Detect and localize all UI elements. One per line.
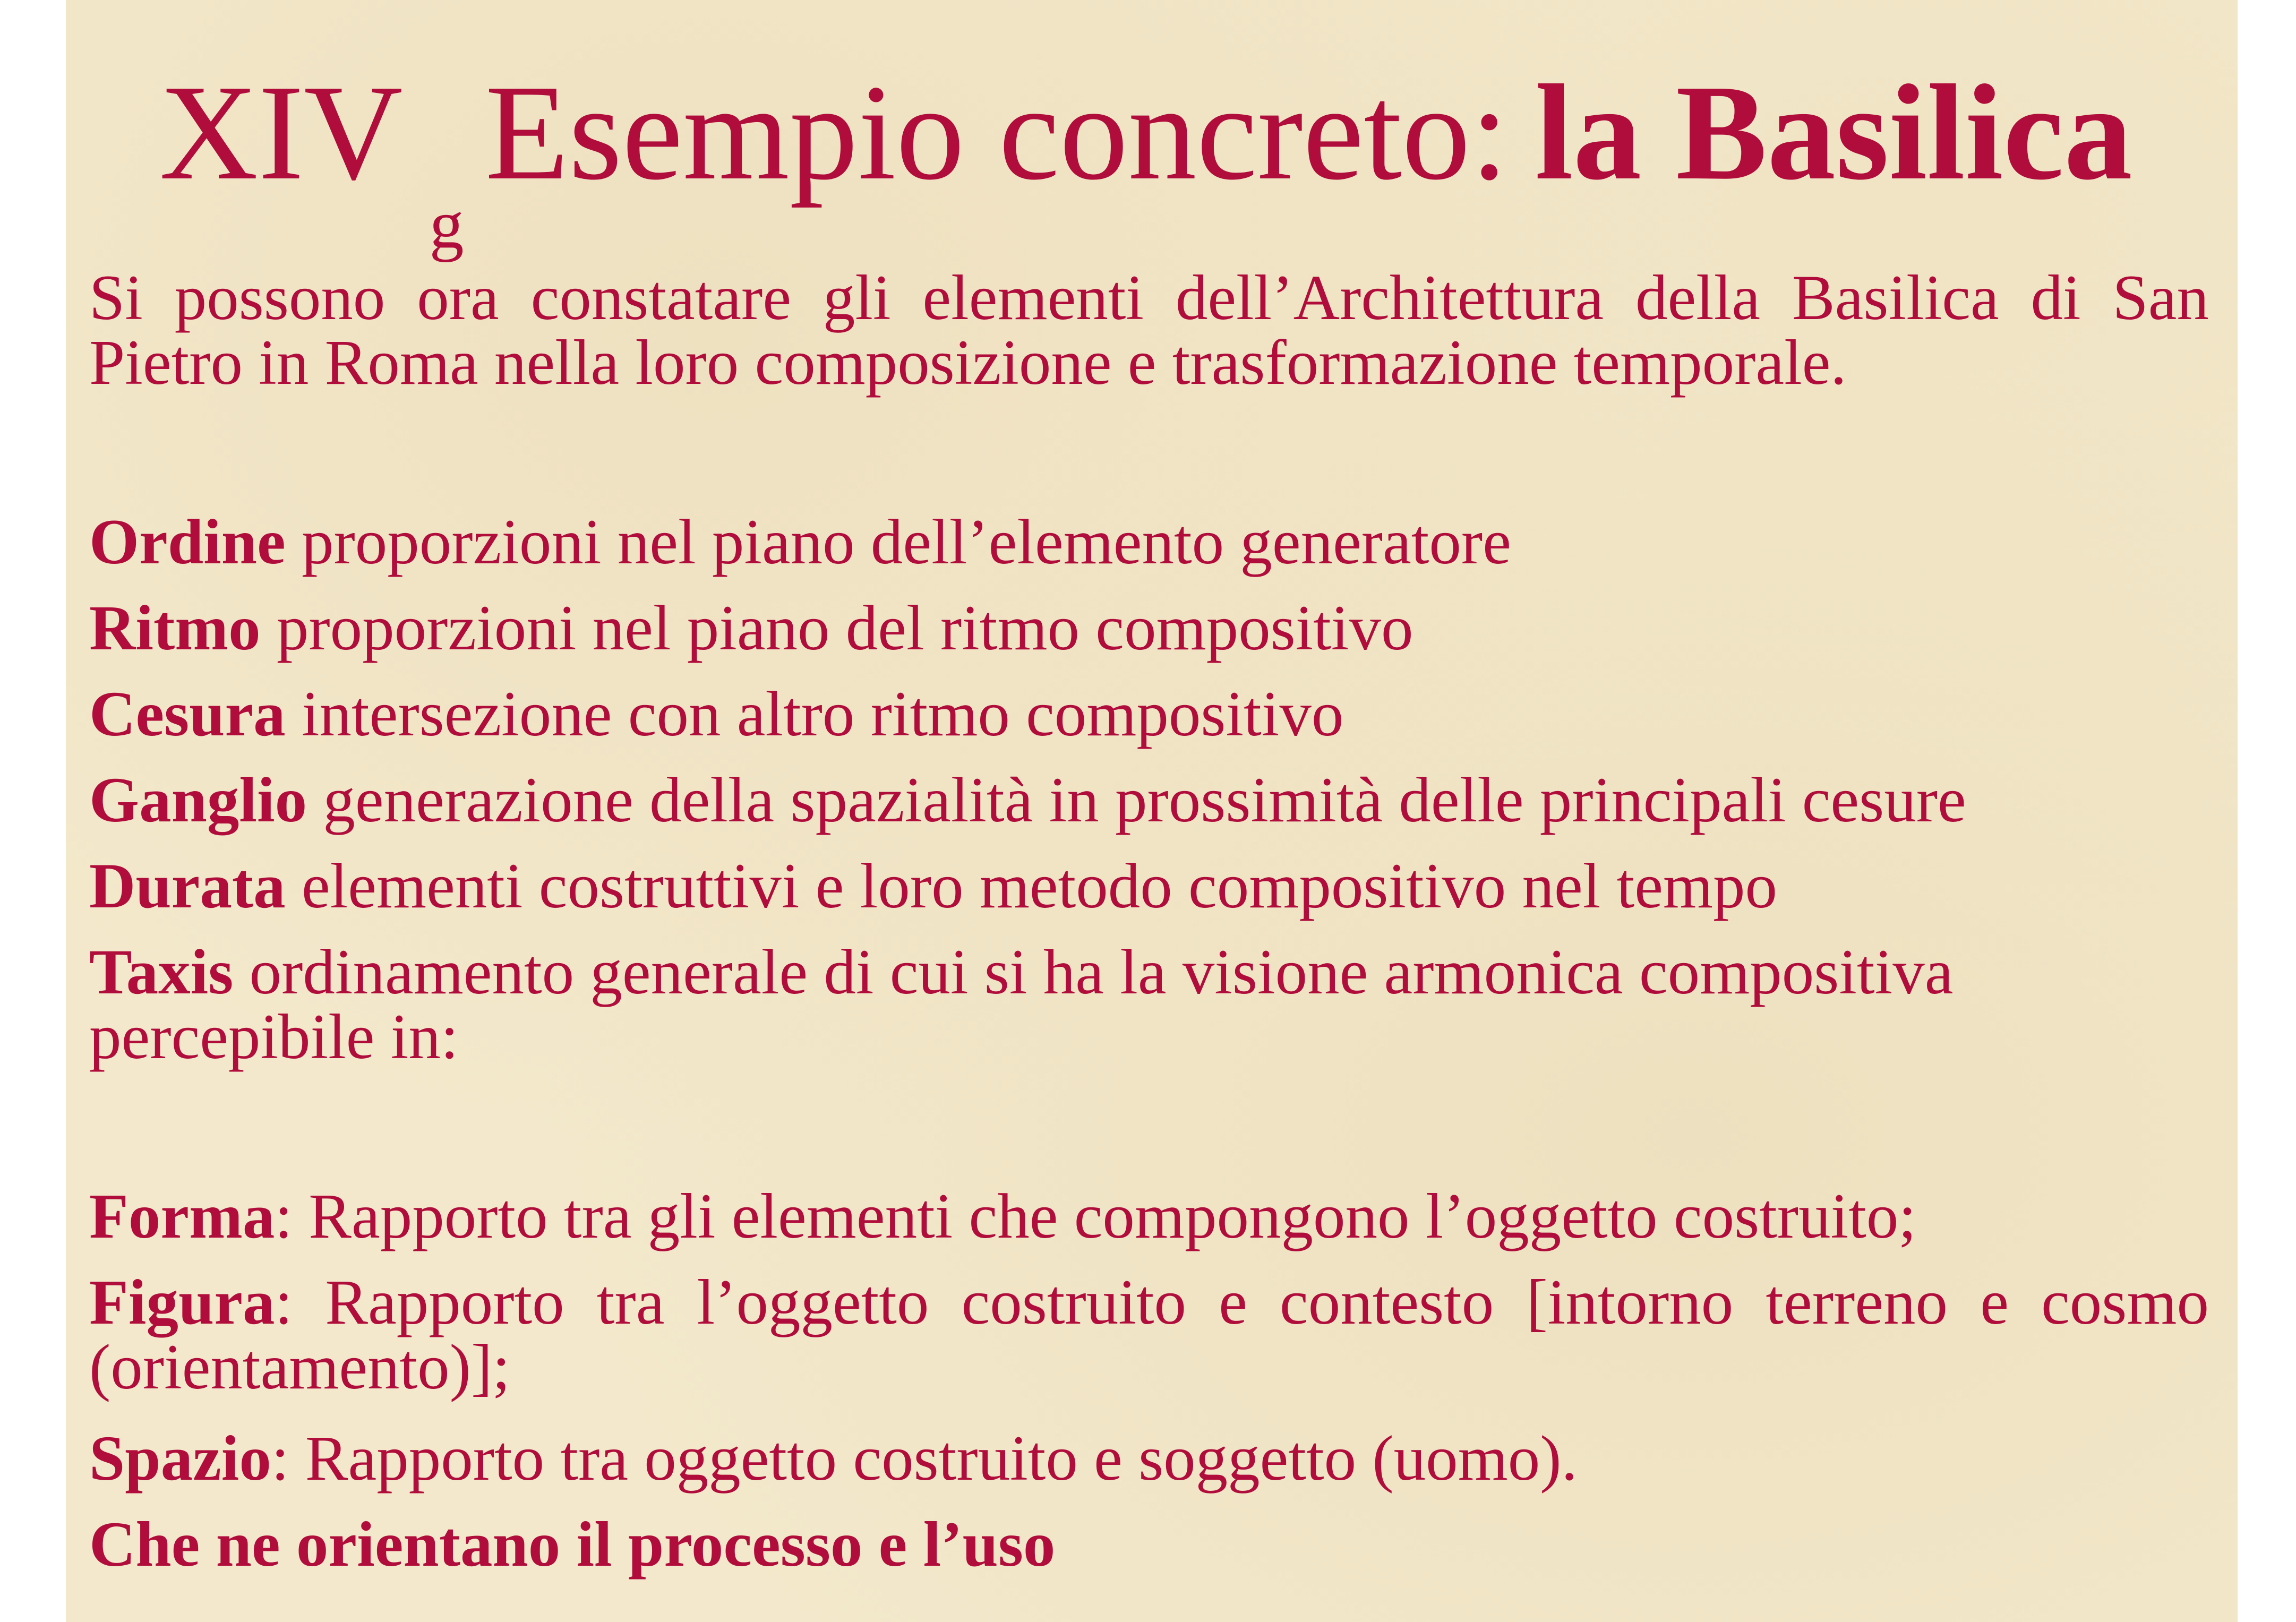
aspect-term: Forma — [89, 1181, 275, 1252]
element-term: Ordine — [89, 507, 286, 578]
title-number: XIV — [159, 56, 403, 208]
element-term: Ritmo — [89, 593, 261, 664]
element-term: Taxis — [89, 937, 234, 1008]
intro-paragraph: Si possono ora constatare gli elementi dell’Architettura della Basilica di San Pietro in Roma nella loro composizione e trasformazione temporale. — [89, 262, 2209, 398]
aspect-term: Figura — [89, 1267, 275, 1338]
element-ordine — [89, 507, 2209, 578]
element-taxis — [89, 937, 2209, 1072]
conclusion-text: Che ne orientano il processo e l’uso — [89, 1509, 1056, 1580]
aspect-desc: : Rapporto tra l’oggetto costruito e contesto [intorno terreno e cosmo (orientamento)]; — [89, 1267, 2209, 1403]
conclusion — [89, 1509, 2209, 1580]
title-text: Esempio concreto: — [485, 56, 1509, 208]
aspect-desc: : Rapporto tra oggetto costruito e soggetto (uomo). — [271, 1423, 1578, 1494]
element-cesura — [89, 679, 2209, 750]
element-desc: generazione della spazialità in prossimità delle principali cesure — [307, 765, 1966, 836]
aspect-forma — [89, 1181, 2209, 1252]
element-desc: proporzioni nel piano dell’elemento generatore — [285, 507, 1511, 578]
aspect-term: Spazio — [89, 1423, 271, 1494]
slide — [66, 0, 2238, 1622]
title-subscript: g — [429, 186, 464, 263]
element-term: Cesura — [89, 679, 286, 750]
title-bold: la Basilica — [1535, 56, 2132, 208]
aspect-desc: : Rapporto tra gli elementi che compongono l’oggetto costruito; — [275, 1181, 1916, 1252]
element-desc: intersezione con altro ritmo compositivo — [285, 679, 1344, 750]
aspect-spazio — [89, 1423, 2209, 1494]
aspect-figura — [89, 1267, 2209, 1403]
element-ganglio — [89, 765, 2209, 836]
element-durata — [89, 851, 2209, 922]
slide-title — [159, 56, 2132, 263]
element-desc: ordinamento generale di cui si ha la visione armonica compositiva percepibile in: — [89, 937, 1954, 1072]
element-ritmo — [89, 593, 2209, 664]
element-term: Ganglio — [89, 765, 307, 836]
element-desc: proporzioni nel piano del ritmo compositivo — [260, 593, 1413, 664]
element-term: Durata — [89, 851, 286, 922]
element-desc: elementi costruttivi e loro metodo compositivo nel tempo — [285, 851, 1778, 922]
